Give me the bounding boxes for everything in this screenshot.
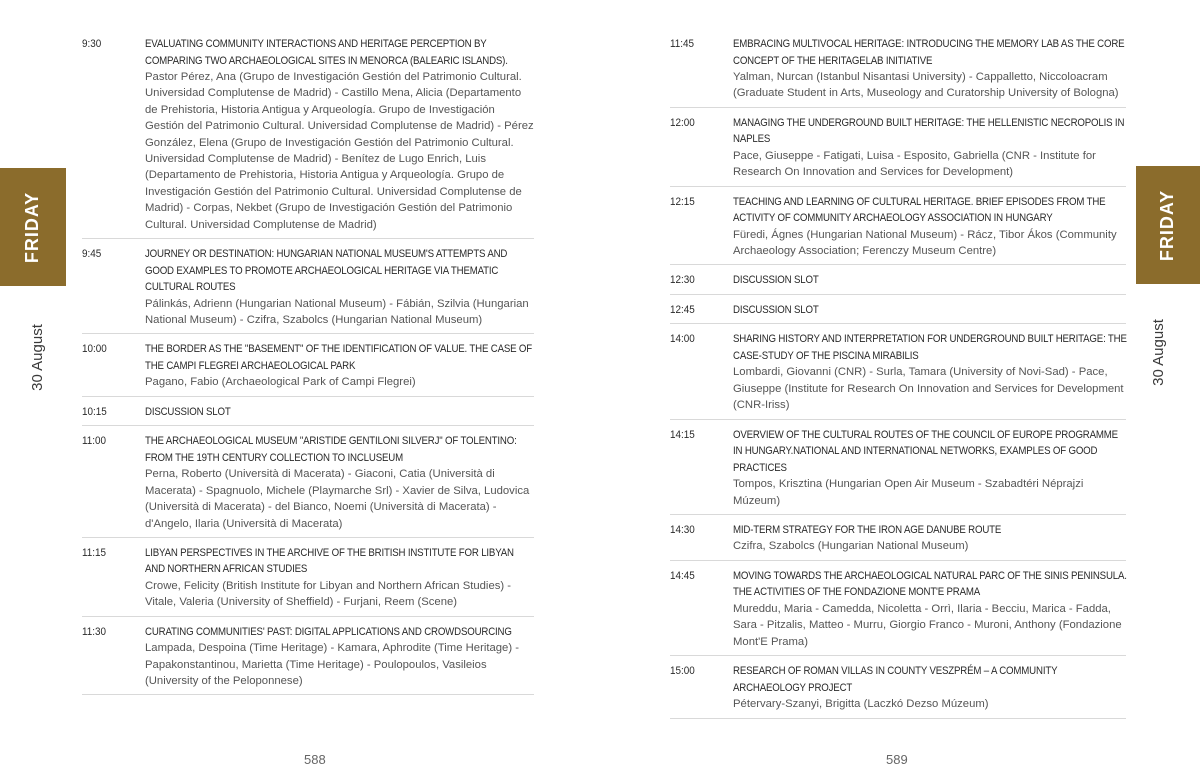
- schedule-entry: [670, 194, 1126, 266]
- entry-title: THE BORDER AS THE "BASEMENT" OF THE IDENTIFICATION OF VALUE. THE CASE OF THE CAMPI FLEGREI ARCHAEOLOGICAL PARK: [145, 343, 533, 372]
- entry-authors: Pálinkás, Adrienn (Hungarian National Museum) - Fábián, Szilvia (Hungarian National Museum) - Czifra, Szabolcs (Hungarian National Museum): [145, 297, 529, 326]
- schedule-entry: [670, 522, 1126, 561]
- entry-authors: Tompos, Krisztina (Hungarian Open Air Museum - Szabadtéri Néprajzi Múzeum): [733, 478, 1084, 507]
- entry-authors: Yalman, Nurcan (Istanbul Nisantasi University) - Cappalletto, Niccoloacram (Graduate Student in Arts, Museology and Curatorship University of Bologna): [733, 71, 1119, 100]
- entry-title: DISCUSSION SLOT: [145, 405, 231, 418]
- entry-time: 14:45: [670, 569, 695, 582]
- entry-title: LIBYAN PERSPECTIVES IN THE ARCHIVE OF THE BRITISH INSTITUTE FOR LIBYAN AND NORTHERN AFRICAN STUDIES: [145, 546, 514, 576]
- date-label: [22, 297, 52, 417]
- entry-authors: Perna, Roberto (Università di Macerata) - Giaconi, Catia (Università di Macerata) - Spagnuolo, Michele (Playmarche Srl) - Xavier de Silva, Ludovica (Università di Macerata) - del Bianco, Noemi (Università di Macerata) - d'Angelo, Ilaria (Università di Macerata): [145, 468, 530, 530]
- entry-authors: Crowe, Felicity (British Institute for Libyan and Northern African Studies) - Vitale, Valeria (University of Sheffield) - Furjani, Reem (Scene): [145, 579, 512, 609]
- entry-time: 9:30: [82, 38, 102, 50]
- entry-title: OVERVIEW OF THE CULTURAL ROUTES OF THE COUNCIL OF EUROPE PROGRAMME IN HUNGARY.NATIONAL AND INTERNATIONAL NETWORKS, EXAMPLES OF GOOD PRACTICES: [733, 428, 1118, 474]
- entry-authors: Czifra, Szabolcs (Hungarian National Museum): [733, 540, 969, 553]
- schedule-entry: [670, 302, 1126, 325]
- right-page: [600, 0, 1200, 783]
- schedule-entry: [670, 568, 1126, 656]
- entry-time: 9:45: [82, 248, 102, 261]
- day-tab: [0, 168, 66, 286]
- entry-title: MANAGING THE UNDERGROUND BUILT HERITAGE: THE HELLENISTIC NECROPOLIS IN NAPLES: [733, 116, 1125, 146]
- entry-authors: Pétervary-Szanyi, Brigitta (Laczkó Dezso Múzeum): [733, 698, 989, 711]
- schedule-entry: [82, 545, 534, 617]
- schedule-entry: [670, 427, 1126, 515]
- entry-authors: Lampada, Despoina (Time Heritage) - Kamara, Aphrodite (Time Heritage) - Papakonstantinou, Marietta (Time Heritage) - Poulopoulos, Vasileios (University of the Peloponnese): [145, 642, 519, 688]
- entry-title: DISCUSSION SLOT: [733, 303, 819, 316]
- entry-title: CURATING COMMUNITIES' PAST: DIGITAL APPLICATIONS AND CROWDSOURCING: [145, 625, 512, 638]
- page-number: 588: [304, 752, 326, 767]
- schedule-entry: [670, 36, 1126, 108]
- entry-authors: Lombardi, Giovanni (CNR) - Surla, Tamara (University of Novi-Sad) - Pace, Giuseppe (Institute for Research On Innovation and Services for Development (CNR-Iriss): [733, 366, 1124, 412]
- day-tab-label: FRIDAY: [1157, 189, 1178, 261]
- entry-time: 11:45: [670, 38, 695, 50]
- entry-time: 12:45: [670, 303, 695, 316]
- entry-title: MID-TERM STRATEGY FOR THE IRON AGE DANUBE ROUTE: [733, 523, 1002, 536]
- entry-time: 14:30: [670, 523, 695, 536]
- entry-time: 14:15: [670, 428, 695, 441]
- entry-title: SHARING HISTORY AND INTERPRETATION FOR UNDERGROUND BUILT HERITAGE: THE CASE-STUDY OF THE PISCINA MIRABILIS: [733, 333, 1127, 362]
- entry-title: RESEARCH OF ROMAN VILLAS IN COUNTY VESZPRÉM – A COMMUNITY ARCHAEOLOGY PROJECT: [733, 665, 1058, 694]
- entry-time: 15:00: [670, 665, 695, 678]
- schedule-entry: [82, 624, 534, 696]
- entry-authors: Mureddu, Maria - Camedda, Nicoletta - Orrì, Ilaria - Becciu, Marica - Fadda, Sara - Pitzalis, Matteo - Murru, Giorgio Franco - Muroni, Anthony (Fondazione Mont'E Prama): [733, 602, 1122, 648]
- schedule-entry: [670, 663, 1126, 718]
- date-label-text: 30 August: [28, 323, 46, 391]
- schedule-list: [670, 36, 1126, 726]
- schedule-entry: [82, 341, 534, 396]
- entry-time: 12:00: [670, 116, 695, 129]
- schedule-entry: [670, 115, 1126, 187]
- entry-title: DISCUSSION SLOT: [733, 274, 819, 287]
- entry-time: 14:00: [670, 333, 695, 346]
- entry-authors: Pastor Pérez, Ana (Grupo de Investigación Gestión del Patrimonio Cultural. Universidad Complutense de Madrid) - Castillo Mena, Alicia (Departamento de Prehistoria, Historia Antigua y Arqueología. Grupo de Investigación Gestión del Patrimonio Cultural. Universidad Complutense de Madrid) - Pérez González, Elena (Grupo de Investigación Gestión del Patrimonio Cultural. Universidad Complutense de Madrid) - Benítez de Lugo Enrich, Luis (Departamento de Prehistoria, Historia Antigua y Arqueología. Grupo de Investigación Gestión del Patrimonio Cultural. Universidad Complutense de Madrid) - Corpas, Nekbet (Grupo de Investigación Gestión del Patrimonio Cultural. Universidad Complutense de Madrid): [145, 71, 534, 231]
- entry-authors: Füredi, Ágnes (Hungarian National Museum) - Rácz, Tibor Ákos (Community Archaeology Association; Ferenczy Museum Centre): [733, 228, 1117, 258]
- entry-time: 10:00: [82, 343, 107, 356]
- entry-time: 10:15: [82, 405, 107, 418]
- entry-authors: Pace, Giuseppe - Fatigati, Luisa - Esposito, Gabriella (CNR - Institute for Research On Innovation and Services for Development): [733, 149, 1096, 179]
- entry-title: EVALUATING COMMUNITY INTERACTIONS AND HERITAGE PERCEPTION BY COMPARING TWO ARCHAEOLOGICAL SITES IN MENORCA (BALEARIC ISLANDS).: [145, 38, 508, 67]
- entry-time: 11:30: [82, 625, 107, 638]
- schedule-entry: [670, 331, 1126, 419]
- schedule-entry: [82, 433, 534, 538]
- entry-time: 12:15: [670, 195, 695, 208]
- schedule-entry: [82, 404, 534, 427]
- entry-title: JOURNEY OR DESTINATION: HUNGARIAN NATIONAL MUSEUM'S ATTEMPTS AND GOOD EXAMPLES TO PROMOTE ARCHAEOLOGICAL HERITAGE VIA THEMATIC CULTURAL ROUTES: [145, 248, 508, 294]
- entry-time: 12:30: [670, 274, 695, 287]
- schedule-entry: [82, 36, 534, 239]
- date-label: [1143, 292, 1173, 412]
- entry-title: MOVING TOWARDS THE ARCHAEOLOGICAL NATURAL PARC OF THE SINIS PENINSULA. THE ACTIVITIES OF THE FONDAZIONE MONT'E PRAMA: [733, 569, 1127, 599]
- entry-authors: Pagano, Fabio (Archaeological Park of Campi Flegrei): [145, 376, 416, 389]
- date-label-text: 30 August: [1149, 318, 1167, 386]
- entry-title: TEACHING AND LEARNING OF CULTURAL HERITAGE. BRIEF EPISODES FROM THE ACTIVITY OF COMMUNITY ARCHAEOLOGY ASSOCIATION IN HUNGARY: [733, 195, 1106, 225]
- day-tab: [1136, 166, 1200, 284]
- schedule-entry: [670, 272, 1126, 295]
- entry-time: 11:00: [82, 435, 107, 448]
- entry-title: EMBRACING MULTIVOCAL HERITAGE: INTRODUCING THE MEMORY LAB AS THE CORE CONCEPT OF THE HERITAGELAB INITIATIVE: [733, 38, 1125, 67]
- entry-title: THE ARCHAEOLOGICAL MUSEUM "ARISTIDE GENTILONI SILVERJ" OF TOLENTINO: FROM THE 19TH CENTURY COLLECTION TO INCLUSEUM: [145, 435, 517, 464]
- page-number: 589: [886, 752, 908, 767]
- schedule-entry: [82, 246, 534, 334]
- day-tab-label: FRIDAY: [22, 191, 43, 263]
- schedule-list: [82, 36, 534, 702]
- entry-time: 11:15: [82, 546, 107, 559]
